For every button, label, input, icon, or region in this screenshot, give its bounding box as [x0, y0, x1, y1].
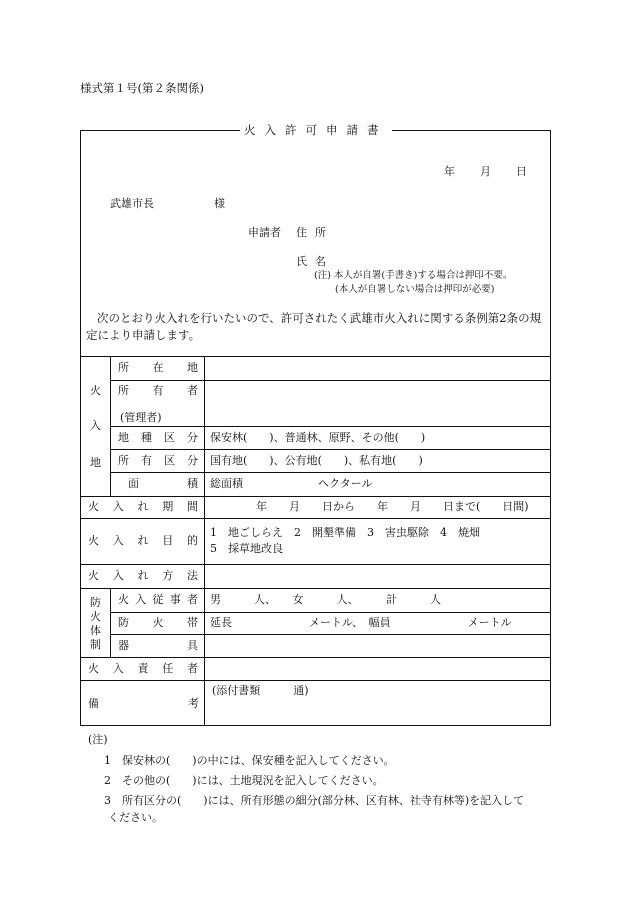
row-line — [110, 380, 551, 381]
manager-sub-label: (管理者) — [120, 411, 162, 424]
form-number-label: 様式第１号(第２条関係) — [80, 81, 204, 95]
frame-right-border — [550, 130, 551, 726]
period-value: 年 月 日から 年 月 日まで( 日間) — [256, 500, 529, 513]
equipment-label: 器 具 — [118, 639, 198, 652]
row-line — [80, 518, 551, 519]
ownership-label: 所 有 区 分 — [118, 454, 198, 467]
area-value-unit: ヘクタール — [318, 477, 373, 490]
row-line — [110, 634, 551, 635]
row-line — [80, 588, 551, 589]
col-line — [110, 356, 111, 496]
signature-note-line1: (注) 本人が自署(手書き)する場合は押印不要。 — [314, 270, 513, 281]
land-type-value: 保安林( )、普通林、原野、その他( ) — [210, 431, 426, 444]
firebreak-label: 防 火 帯 — [118, 616, 198, 629]
purpose-options-line2: 5 採草地改良 — [210, 542, 283, 555]
note-item-2: 2 その他の( )には、土地現況を記入してください。 — [104, 774, 384, 787]
frame-left-border — [80, 130, 81, 726]
purpose-label: 火 入 れ 目 的 — [88, 534, 198, 547]
land-type-label: 地 種 区 分 — [118, 431, 198, 444]
remarks-value: (添付書類 通) — [212, 684, 309, 697]
firebreak-value: 延長 メートル、 幅員 メートル — [210, 616, 512, 629]
signature-note-line2: (本人が自署しない場合は押印が必要) — [335, 284, 495, 295]
intro-text-line2: 定により申請します。 — [86, 328, 201, 342]
date-year: 年 — [444, 165, 455, 178]
row-line — [80, 680, 551, 681]
form-title: 火入許可申請書 — [240, 122, 392, 138]
date-day: 日 — [516, 165, 527, 178]
row-line — [110, 449, 551, 450]
applicant-address-label: 住所 — [296, 226, 334, 239]
col-line — [110, 588, 111, 657]
intro-text-line1: 次のとおり火入れを行いたいので、許可されたく武雄市火入れに関する条例第2条の規 — [97, 311, 542, 325]
applicant-name-label: 氏名 — [296, 255, 334, 268]
frame-bottom-border — [80, 725, 551, 726]
addressee-name: 武雄市長 — [110, 197, 154, 210]
period-label: 火 入 れ 期 間 — [88, 500, 198, 513]
row-line — [110, 426, 551, 427]
note-item-3: 3 所有区分の( )には、所有形態の細分(部分林、区有林、社寺有林等)を記入して — [104, 794, 525, 807]
note-item-3-cont: ください。 — [108, 811, 163, 824]
row-line — [80, 356, 551, 357]
ownership-value: 国有地( )、公有地( )、私有地( ) — [210, 454, 423, 467]
applicant-label: 申請者 — [248, 226, 281, 239]
notes-header: (注) — [88, 733, 108, 746]
area-label: 面 積 — [128, 477, 198, 490]
workers-label: 火 入 従 事 者 — [118, 593, 198, 606]
location-label: 所 在 地 — [118, 361, 198, 374]
row-line — [80, 564, 551, 565]
purpose-options-line1: 1 地ごしらえ 2 開墾準備 3 害虫駆除 4 焼畑 — [210, 526, 480, 539]
workers-value: 男 人、 女 人、 計 人 — [210, 593, 441, 606]
date-month: 月 — [480, 165, 491, 178]
row-line — [80, 657, 551, 658]
row-line — [110, 612, 551, 613]
owner-label: 所 有 者 — [118, 384, 198, 397]
fire-prevention-group-label-3: 体 — [90, 624, 101, 637]
site-group-label-1: 火 — [90, 384, 101, 397]
site-group-label-2: 入 — [90, 419, 101, 432]
responsible-person-label: 火 入 責 任 者 — [88, 662, 198, 675]
method-label: 火 入 れ 方 法 — [88, 569, 198, 582]
note-item-1: 1 保安林の( )の中には、保安種を記入してください。 — [104, 754, 395, 767]
row-line — [110, 472, 551, 473]
site-group-label-3: 地 — [90, 456, 101, 469]
addressee-honorific: 様 — [214, 197, 225, 210]
remarks-label-left: 備 — [88, 697, 99, 710]
fire-prevention-group-label-2: 火 — [90, 610, 101, 623]
fire-prevention-group-label-1: 防 — [90, 596, 101, 609]
fire-prevention-group-label-4: 制 — [90, 638, 101, 651]
row-line — [80, 496, 551, 497]
col-line — [204, 356, 205, 726]
area-value-prefix: 総面積 — [210, 477, 243, 490]
remarks-label-right: 考 — [188, 697, 199, 710]
